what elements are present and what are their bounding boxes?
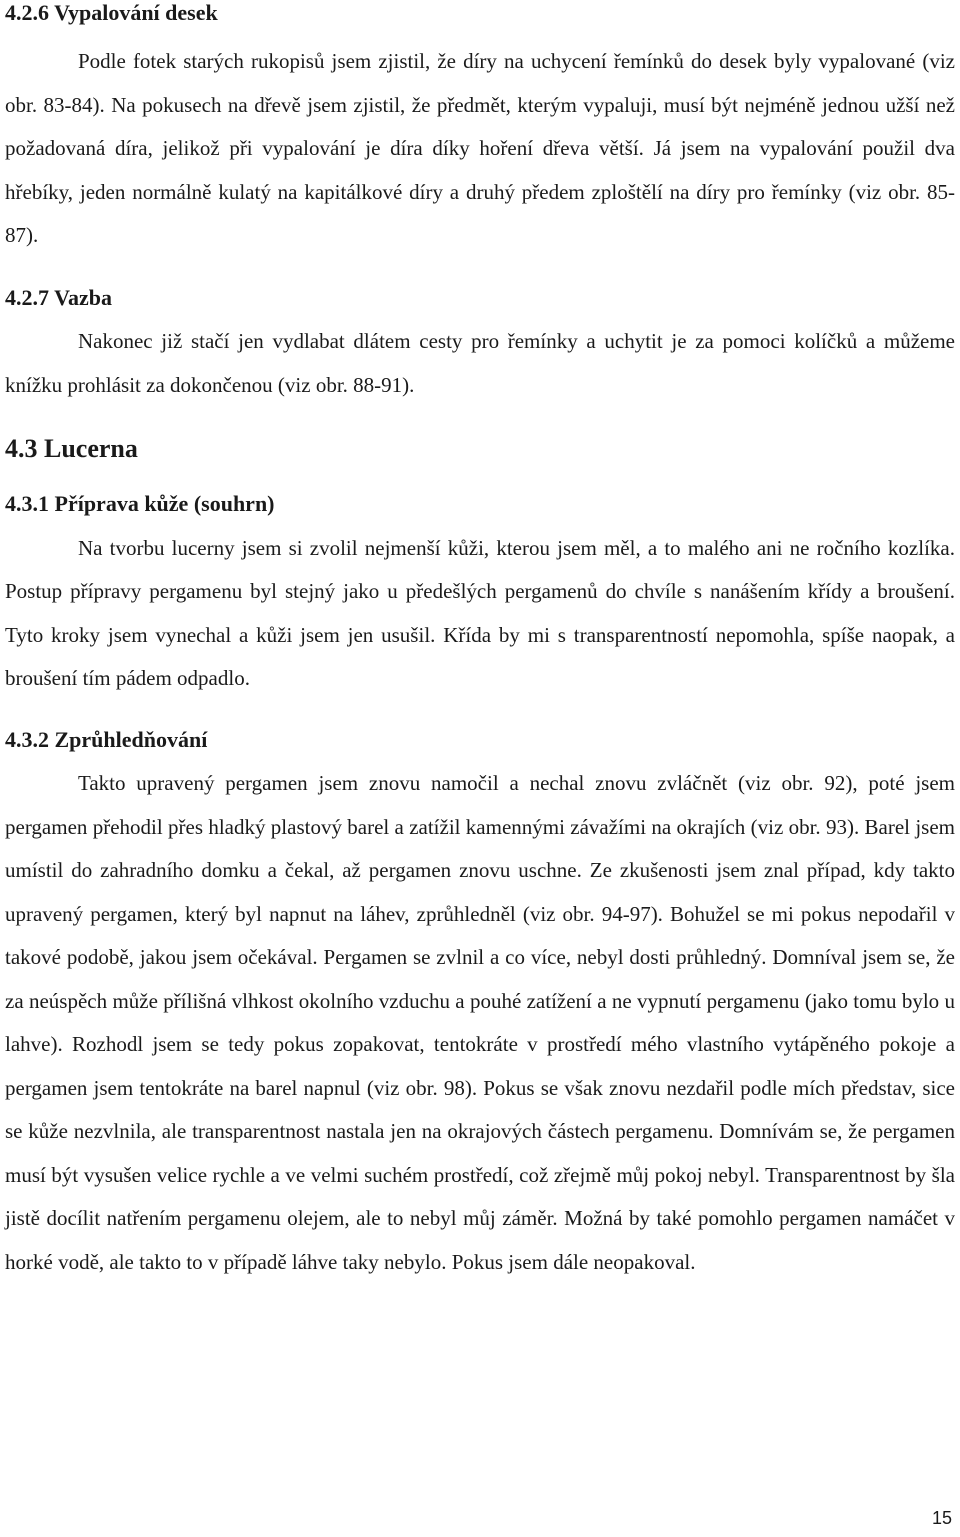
paragraph-priprava-kuze: Na tvorbu lucerny jsem si zvolil nejmenší kůži, kterou jsem měl, a to malého ani ne ročního kozlíka. Postup přípravy pergamenu byl stejný jako u předešlých pergamenů do chvíle s nanášením křídy a broušení. Tyto kroky jsem vynechal a kůži jsem jen usušil. Křída by mi s transparentností nepomohla, spíše naopak, a broušení tím pádem odpadlo.	[5, 535, 955, 691]
section-heading-4-3: 4.3 Lucerna	[5, 434, 138, 464]
paragraph-zpruhlednovani: Takto upravený pergamen jsem znovu namočil a nechal znovu zvláčnět (viz obr. 92), poté jsem pergamen přehodil přes hladký plastový barel a zatížil kamennými závažími na okrajích (viz obr. 93). Barel jsem umístil do zahradního domku a čekal, až pergamen znovu uschne. Ze zkušenosti jsem znal případ, kdy takto upravený pergamen, který byl napnut na láhev, zprůhledněl (viz obr. 94-97). Bohužel se mi pokus nepodařil v takové podobě, jakou jsem očekával. Pergamen se zvlnil a co více, nebyl dosti průhledný. Domníval jsem se, že za neúspěch může přílišná vlhkost okolního vzduchu a pouhé zatížení a ne vypnutí pergamenu (jako tomu bylo u lahve). Rozhodl jsem se tedy pokus zopakovat, tentokráte v prostředí mého vlastního vytápěného pokoje a pergamen jsem tentokráte na barel napnul (viz obr. 98). Pokus se však znovu nezdařil podle mích představ, sice se kůže nezvlnila, ale transparentnost nastala jen na okrajových částech pergamenu. Domnívám se, že pergamen musí být vysušen velice rychle a ve velmi suchém prostředí, což zřejmě můj pokoj nebyl. Transparentnost by šla jistě docílit natřením pergamenu olejem, ale to nebyl můj záměr. Možná by také pomohlo pergamen namáčet v horké vodě, ale takto to v případě láhve taky nebylo. Pokus jsem dále neopakoval.	[5, 771, 955, 1274]
section-heading-4-2-6: 4.2.6 Vypalování desek	[5, 0, 218, 25]
paragraph-vazba: Nakonec již stačí jen vydlabat dlátem cesty pro řemínky a uchytit je za pomoci kolíčků a můžeme knížku prohlásit za dokončenou (viz obr. 88-91).	[5, 329, 955, 397]
document-page	[5, 0, 955, 1284]
section-heading-4-3-2: 4.3.2 Zprůhledňování	[5, 726, 208, 752]
paragraph-vypalovani-desek: Podle fotek starých rukopisů jsem zjistil, že díry na uchycení řemínků do desek byly vypalované (viz obr. 83-84). Na pokusech na dřevě jsem zjistil, že předmět, kterým vypaluji, musí být nejméně jednou užší než požadovaná díra, jelikož při vypalování je díra díky hoření dřeva větší. Já jsem na vypalování použil dva hřebíky, jeden normálně kulatý na kapitálkové díry a druhý předem zploštělí na díry pro řemínky (viz obr. 85-87).	[5, 49, 955, 248]
section-heading-4-2-7: 4.2.7 Vazba	[5, 284, 112, 310]
section-heading-4-3-1: 4.3.1 Příprava kůže (souhrn)	[5, 491, 275, 517]
page-number: 15	[931, 1508, 952, 1528]
